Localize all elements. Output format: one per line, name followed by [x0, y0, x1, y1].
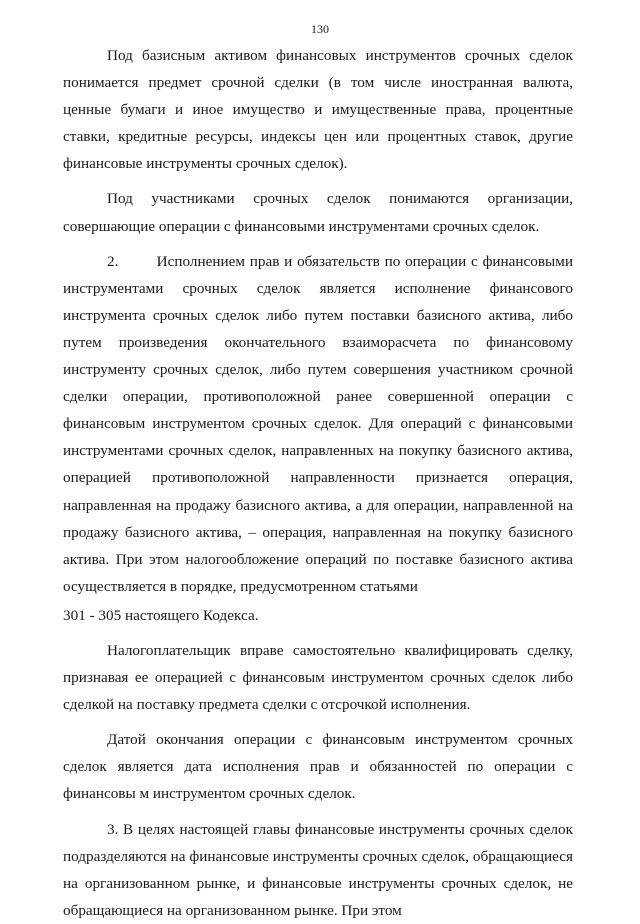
- paragraph-3-classification: 3. В целях настоящей главы финансовые инструменты срочных сделок подразделяются на финансовые инструменты срочных сделок, обращающиеся на организованном рынке, и финансовые инструменты срочных сделок, не обращающиеся на организованном рынке. При этом: [63, 820, 573, 919]
- paragraph-articles-ref: 301 - 305 настоящего Кодекса.: [63, 606, 259, 624]
- body-text: [63, 42, 577, 924]
- paragraph-underlying-asset: Под базисным активом финансовых инструментов срочных сделок понимается предмет срочной сделки (в том числе иностранная валюта, ценные бумаги и иное имущество и имущественные права, процентные ставки, кредитные ресурсы, индексы цен или процентных ставок, другие финансовые инструменты срочных сделок).: [63, 47, 573, 173]
- paragraph-2-text: 2. Исполнением прав и обязательств по операции с финансовыми инструментами срочных сделок является исполнение финансового инструмента срочных сделок либо путем поставки базисного актива, либо путем произведения окончательного взаиморасчета по финансовому инструменту срочных сделок, либо путем совершения участником срочной сделки операции, противоположной ранее совершенной операции с финансовым инструментом срочных сделок. Для операций с финансовыми инструментами срочных сделок, направленных на покупку базисного актива, операцией противоположной направленности признается операция, направленная на продажу базисного актива, а для операции, направленной на продажу базисного актива, – операция, направленная на покупку базисного актива. При этом налогообложение операций по поставке базисного актива осуществляется в порядке, предусмотренном статьями: [63, 252, 577, 595]
- paragraph-participants: Под участниками срочных сделок понимаются организации, совершающие операции с финансовыми инструментами срочных сделок.: [63, 190, 573, 235]
- paragraph-completion-date: Датой окончания операции с финансовым инструментом срочных сделок является дата исполнения прав и обязанностей по операции с финансовы м инструментом срочных сделок.: [63, 731, 573, 803]
- paragraph-2-execution: [63, 248, 577, 600]
- page-number: 130: [311, 22, 329, 36]
- paragraph-taxpayer-right: Налогоплательщик вправе самостоятельно квалифицировать сделку, признавая ее операцией с финансовым инструментом срочных сделок либо сделкой на поставку предмета сделки с отсрочкой исполнения.: [63, 641, 573, 714]
